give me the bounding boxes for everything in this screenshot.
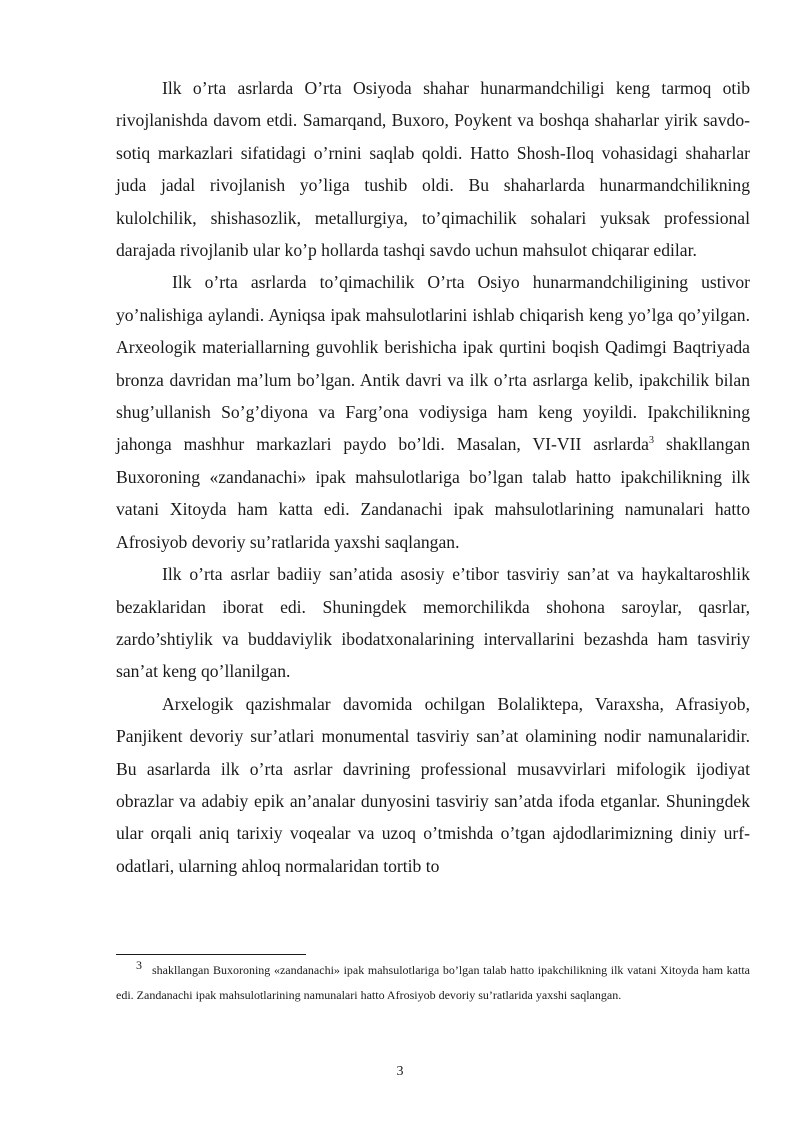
footnote-text: shakllangan Buxoroning «zandanachi» ipak mahsulotlariga bo’lgan talab hatto ipakchilikning ilk vatani Xitoyda ham katta edi. Zandanachi ipak mahsulotlarining namunalari hatto Afrosiyob devoriy su’ratlarida yaxshi saqlangan. xyxy=(116,963,750,1002)
footnote-reference[interactable]: 3 xyxy=(648,435,654,447)
footnote-marker: 3 xyxy=(136,958,142,972)
paragraph-3: Ilk o’rta asrlar badiiy san’atida asosiy e’tibor tasviriy san’at va haykaltaroshlik bezaklaridan iborat edi. Shuningdek memorchilikda shohona saroylar, qasrlar, zardo’shtiylik va buddaviylik ibodatxonalarining intervallarini bezashda ham tasviriy san’at keng qo’llanilgan. xyxy=(116,564,750,682)
footnote xyxy=(116,958,750,1007)
paragraph-2 xyxy=(116,266,750,558)
footnote-separator xyxy=(116,954,306,955)
paragraph-2-continuation: shakllangan Buxoroning «zandanachi» ipak mahsulotlariga bo’lgan talab hatto ipakchilikning ilk vatani Xitoyda ham katta edi. Zandanachi ipak mahsulotlarining namunalari hatto Afrosiyob devoriy su’ratlarida yaxshi saqlangan. xyxy=(116,434,750,552)
paragraph-1: Ilk o’rta asrlarda O’rta Osiyoda shahar hunarmandchiligi keng tarmoq otib rivojlanishda davom etdi. Samarqand, Buxoro, Poykent va boshqa shaharlar yirik savdo-sotiq markazlari sifatidagi o’rnini saqlab qoldi. Hatto Shosh-Iloq vohasidagi shaharlar juda jadal rivojlanish yo’liga tushib oldi. Bu shaharlarda hunarmandchilikning kulolchilik, shishasozlik, metallurgiya, to’qimachilik sohalari yuksak professional darajada rivojlanib ular ko’p hollarda tashqi savdo uchun mahsulot chiqarar edilar. xyxy=(116,78,750,261)
body-text xyxy=(116,72,750,882)
paragraph-4: Arxelogik qazishmalar davomida ochilgan Bolaliktepa, Varaxsha, Afrasiyob, Panjikent devoriy sur’atlari monumental tasviriy san’at olamining nodir namunalaridir. Bu asarlarda ilk o’rta asrlar davrining professional musavvirlari mifologik ijodiyat obrazlar va adabiy epik an’analar dunyosini tasviriy san’atda ifoda etganlar. Shuningdek ular orqali aniq tarixiy voqealar va uzoq o’tmishda o’tgan ajdodlarimizning diniy urf-odatlari, ularning ahloq normalaridan tortib to xyxy=(116,693,750,876)
paragraph-2-text: Ilk o’rta asrlarda to’qimachilik O’rta Osiyo hunarmandchiligining ustivor yo’nalishiga aylandi. Ayniqsa ipak mahsulotlarini ishlab chiqarish keng yo’lga qo’yilgan. Arxeologik materiallarning guvohlik berishicha ipak qurtini boqish Qadimgi Baqtriyada bronza davridan ma’lum bo’lgan. Antik davri va ilk o’rta asrlarga kelib, ipakchilik bilan shug’ullanish So’g’diyona va Farg’ona vodiysiga ham keng yoyildi. Ipakchilikning jahonga mashhur markazlari paydo bo’ldi. Masalan, VI-VII asrlarda xyxy=(116,272,750,455)
page-number: 3 xyxy=(396,1064,404,1079)
